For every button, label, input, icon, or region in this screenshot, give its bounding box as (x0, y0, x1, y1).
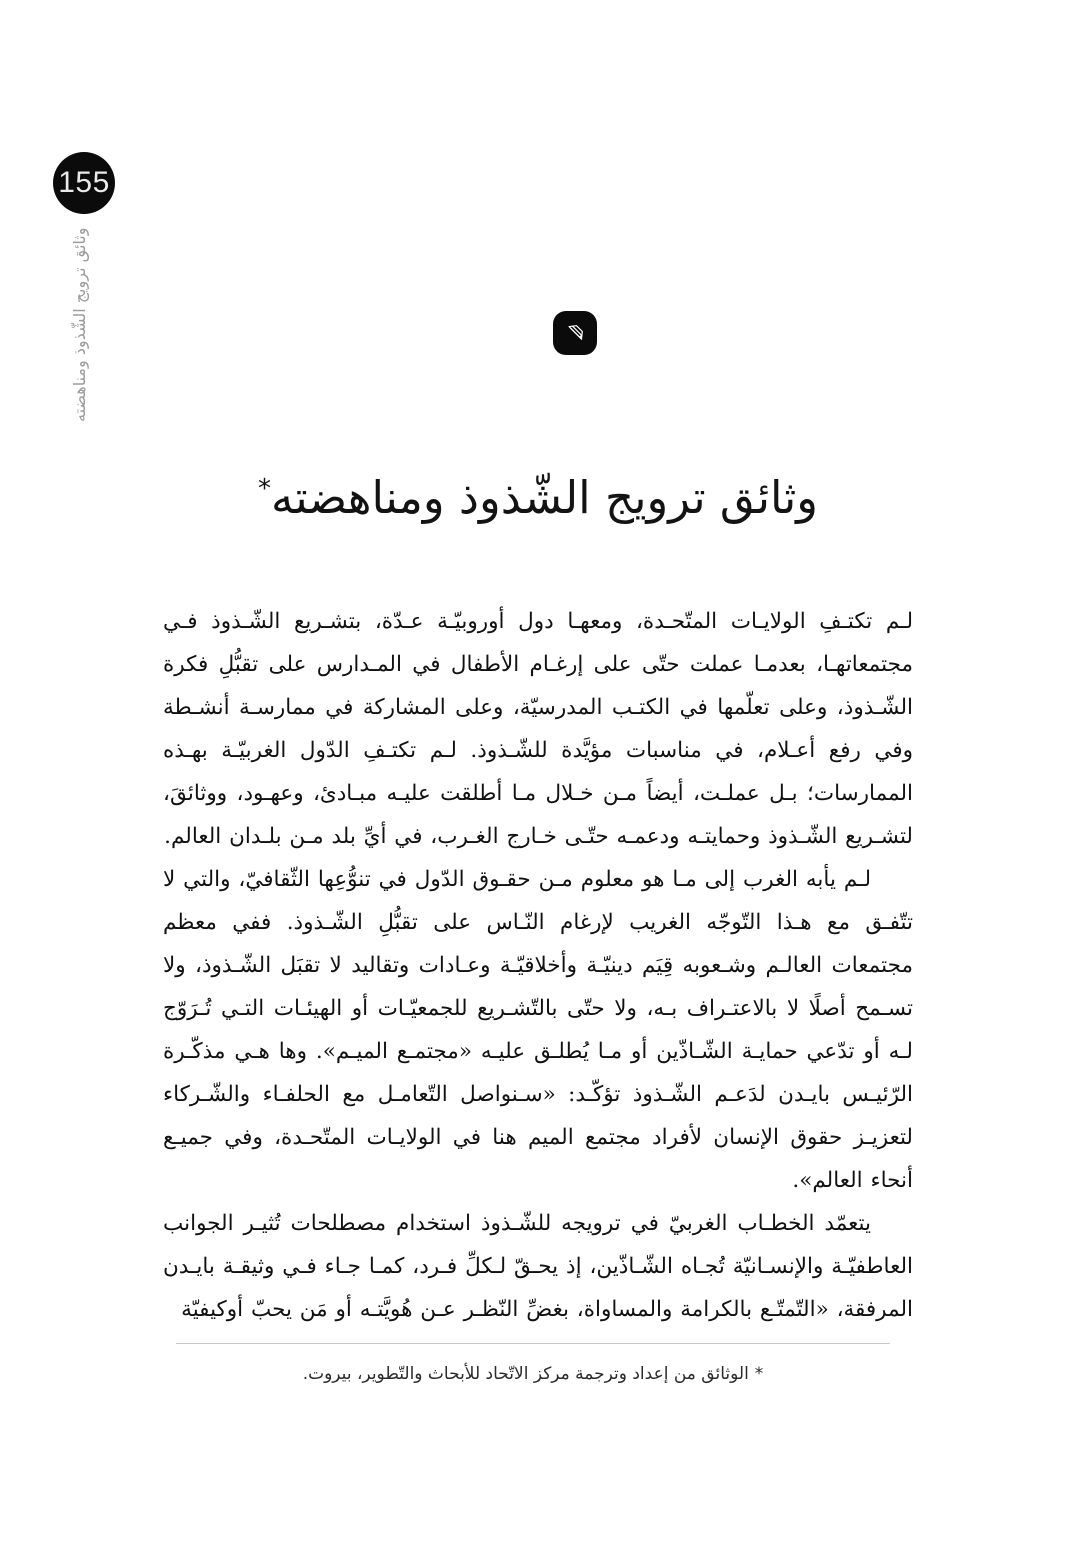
page-title-text: وثائق ترويج الشّذوذ ومناهضته (271, 471, 818, 524)
footnote-marker: * (754, 1364, 764, 1384)
paragraph-3: يتعمّد الخطـاب الغربيّ في ترويجه للشّـذوذ استخدام مصطلحات تُثيـر الجوانب العاطفيّـة والإنسـانيّة تُجـاه الشّـاذّين، إذ يحـقّ لـكلِّ فـرد، كمـا جـاء فـي وثيقـة بايـدن المرفقة، «التّمتّـع بالكرامة والمساواة، بغضِّ النّظـر عـن هُويَّتـه أو مَن يحبّ أوكيفيّة (163, 1211, 913, 1323)
page-number-badge (53, 152, 115, 214)
footnote (176, 1362, 890, 1388)
article-body (163, 600, 913, 1331)
title-footnote-marker: * (258, 474, 272, 504)
page-content (163, 470, 913, 1331)
page-title (163, 470, 913, 526)
running-head: وثائق ترويج الشّذوذ ومناهضته (70, 228, 89, 423)
paragraph-2: لـم يأبه الغرب إلى مـا هو معلوم مـن حقـوق الدّول في تنوُّعِها الثّقافيّ، والتي لا تتّفـق مع هـذا التّوجّه الغريب لإرغام النّـاس على تقبُّلِ الشّـذوذ. ففي معظم مجتمعات العالـم وشـعوبه قِيَم دينيّـة وأخلاقيّـة وعـادات وتقاليد لا تقبَل الشّـذوذ، ولا تسـمح أصلًا لا بالاعتـراف بـه، ولا حتّى بالتّشـريع للجمعيّـات أو الهيئـات التـي تُـرَوّج لـه أو تدّعي حمايـة الشّـاذّين أو مـا يُطلـق عليـه «مجتمـع الميـم». وها هـي مذكّـرة الرّئيـس بايـدن لدَعـم الشّـذوذ تؤكّـد: «سـنواصل التّعامـل مع الحلفـاء والشّـركاء لتعزيـز حقوق الإنسان لأفراد مجتمع الميم هنا في الولايـات المتّحـدة، وفي جميـع أنحاء العالم». (163, 867, 913, 1194)
footnote-text: الوثائق من إعداد وترجمة مركز الاتّحاد للأبحاث والتّطوير، بيروت. (302, 1364, 749, 1384)
footnote-separator (176, 1343, 890, 1344)
page-number: 155 (58, 166, 110, 199)
paragraph-1: لـم تكتـفِ الولايـات المتّحـدة، ومعهـا دول أوروبيّـة عـدّة، بتشـريع الشّـذوذ فـي مجتمعاتهـا، بعدمـا عملت حتّى على إرغـام الأطفال في المـدارس على تقبُّلِ فكرة الشّـذوذ، وعلى تعلّمها في الكتـب المدرسيّة، وعلى المشاركة في ممارسـة أنشـطة وفي رفع أعـلام، في مناسبات مؤيَّدة للشّـذوذ. لـم تكتـفِ الدّول الغربيّـة بهـذه الممارسات؛ بـل عملـت، أيضاً مـن خـلال مـا أطلقت عليـه مبـادئ، وعهـود، ووثائقَ، لتشـريع الشّـذوذ وحمايتـه ودعمـه حتّـى خـارج الغـرب، في أيِّ بلد مـن بلـدان العالم. (163, 609, 913, 850)
pencil-icon (564, 322, 586, 344)
pencil-badge (553, 311, 597, 355)
